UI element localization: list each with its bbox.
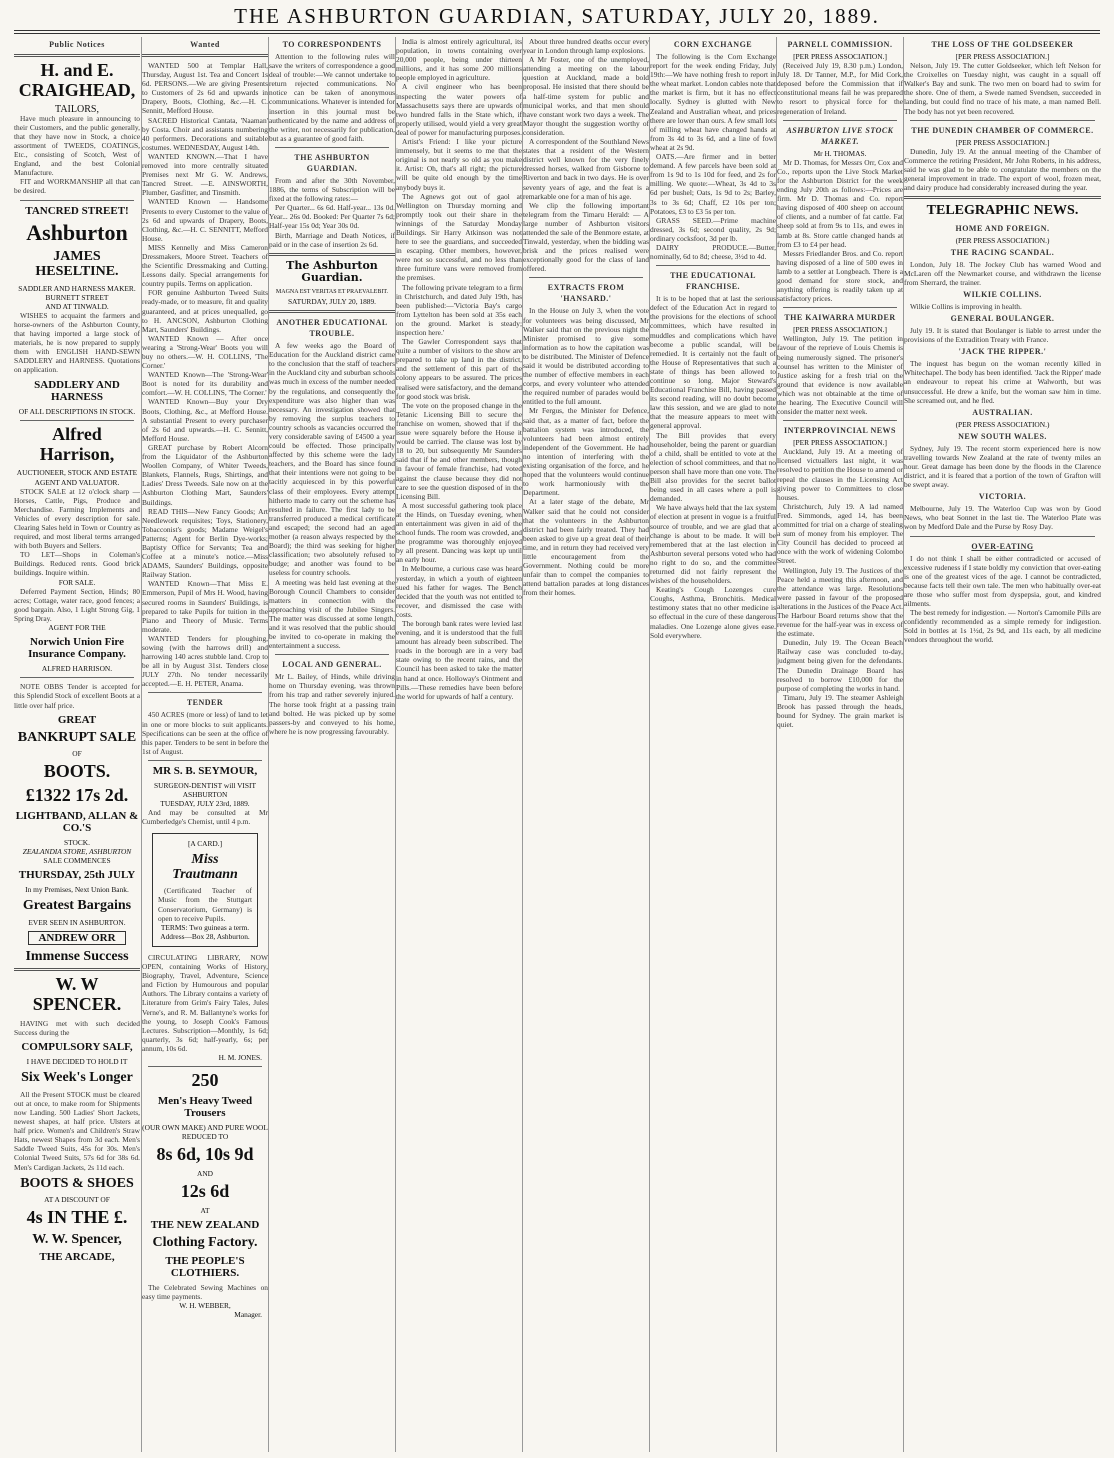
correspondents-rules: Attention to the following rules will save the writers of correspondence a good deal of trouble:—We cannot undertake to return rejected communications. No notice can be taken of anonymous communications. Whatever is intended for insertion in this journal must be authenticated by the name and address of the writer, not necessarily for publication, but as a guarantee of good faith. [269,52,395,143]
ad-dentist: SURGEON-DENTIST will VISIT [154,781,256,791]
ad-norwich-union: Norwich Union Fire Insurance Company. [28,636,126,661]
ad-agent-for: AGENT FOR THE [48,623,106,632]
ad-ever-seen: EVER SEEN IN ASHBURTON. [28,917,126,927]
press-assoc: [PER PRESS ASSOCIATION.] [793,52,887,61]
press-assoc: [PER PRESS ASSOCIATION.] [793,438,887,448]
ad-heseltine-name: JAMES HESELTINE. [35,248,119,280]
news-water-power: A civil engineer who has been inspecting the water powers of Massachusetts says there are upwards of two hundred falls in the State which, if properly utilised, would yield a very great deal of power for manufacturing purposes. [396,82,522,137]
edfranchise-head: THE EDUCATIONAL FRANCHISE. [670,271,756,292]
column-news-1 [395,37,522,1452]
section-header: TO CORRESPONDENTS [282,40,382,49]
ad-harrison-signature: ALFRED HARRISON. [41,664,113,674]
news-timaru: We clip the following important telegram from the Timaru Herald: — A large number of Ashburton visitors attended the sale of the Benmore estate, at Tinwald, yesterday, when the bidding was brisk and the prices realised were exceptionally good for the class of land offered. [523,200,649,274]
editorial-headline: ANOTHER EDUCATIONAL TROUBLE. [276,318,388,339]
ad-tweed-suits: FOR genuine Ashburton Tweed Suits ready-made, or to measure, fit and quality guaranteed, and at prices unequalled, go to H. ANCSON, Ashburton Clothing Mart, Saunders' Buildings. [142,288,268,334]
hansard-1: In the House on July 3, when the vote for volunteers was being discussed, Mr Walker said that on the previous night the Minister promised to give some information as to how the capitation was to be distributed. The Minister of Defence said it would be distributed according to the number of effective members in each corps, and every volunteer who attended the required number of parades would be entitled to the full amount. [523,306,649,407]
divider [910,536,1095,537]
divider [14,54,140,57]
ad-boots-shoes: BOOTS & SHOES [20,1175,134,1191]
ad-250: 250 [191,1070,219,1091]
ad-harrison-forsale: FOR SALE. [58,577,96,587]
ad-trautmann-terms: TERMS: Two guineas a term. [160,922,250,932]
edfranchise-3: We have always held that the lax system of election at present in vogue is a fruitful source of trouble, and we are glad that a change is about to be made. It will be remembered that at the last election in Ashburton several persons voted who had no right to do so, and the committee returned did not fairly represent the wishes of the householders. [650,503,776,586]
notices-rates: Birth, Marriage and Death Notices, if paid or in the case of insertion 2s 6d. [269,230,395,249]
dunedin-chamber-head: THE DUNEDIN CHAMBER OF COMMERCE. [911,125,1094,135]
ad-and: AND [196,1169,213,1179]
ad-harrison-body: STOCK SALE at 12 o'clock sharp — Horses, Cattle, Pigs, Produce and Merchandise. Farming Implements and Vehicles of every description for sale. Clearing Sales held in Town or Country as required, and most liberal terms arranged with both Buyers and Sellers. [14,486,140,551]
ad-immense-success: Immense Success [25,949,129,965]
news-melbourne: In Melbourne, a curious case was heard yesterday, in which a youth of eighteen sued his father for wages. The Bench decided that the youth was not entitled to recover, and dismissed the case with costs. [396,564,522,619]
ad-dentist-body: And may be consulted at Mr Cumberledge's Chemist, until 4 p.m. [142,808,268,827]
ad-heseltine-tinwald: AND AT TINWALD. [45,301,109,311]
kaiwarra-head: THE KAIWARRA MURDER [784,313,896,323]
ad-trautmann-body: (Certificated Teacher of Music from the Stuttgart Conservatorium, Germany) is open to receive Pupils. [158,886,252,923]
issue-date: SATURDAY, JULY 20, 1889. [287,296,377,306]
divider [783,420,897,421]
ad-heseltine-street: BURNETT STREET [45,292,109,302]
ad-peoples: THE PEOPLE'S CLOTHIERS. [165,1254,245,1279]
ad-ainsworth: WANTED KNOWN.—That I have removed into more centrally situated Premises next Mr G. W. Andrews, Tancred Street. —E. AINSWORTH, Plumber, Gasfitter, and Tinsmith. [142,151,268,198]
ad-fancy-goods: READ THIS—New Fancy Goods; Art Needlework requisites; Toys, Stationery, Tobacconist's goods; Madame Weigel's Patterns; Agent for Berlin Dye-works; Baptisty Office for Servants; Tea and Coffee at a minute's notice.—Miss ADAMS, Saunders' Buildings, opposite Railway Station. [142,506,268,580]
ad-four-shillings: 4s IN THE £. [26,1207,128,1228]
ad-craighead-body: Have much pleasure in announcing to their Customers, and the public generally, that they have now in Stock, a choice assortment of TWEEDS, COATINGS, Etc., consisting of Scotch, West of England, and the best Colonial Manufacture. [14,113,140,178]
local-general-body: Mr L. Bailey, of Hinds, while driving home on Thursday evening, was thrown from his trap and rather severely injured. The horse took fright at a passing train and bolted. He was picked up by some passers-by and conveyed to his home, where he is now progressing favourably. [269,672,395,736]
nsw-head: NEW SOUTH WALES. [958,431,1047,441]
news-foster: A Mr Foster, one of the unemployed, attending a meeting on the labour question at Auckland, made a bold proposal. He insisted that there should be a half-time system for public and municipal works, and that men should have constant work two days a week. The Mayor thought the suggestion worthy of consideration. [523,55,649,137]
ad-mefford-house: WANTED Known—Buy your Dry Boots, Clothing, &c., at Mefford House. A substantial Present to every purchaser of 2s 6d and upwards.—H. C. Sennitt, Mefford House. [142,397,268,443]
column-editorial [268,37,395,1452]
ad-harrison-section: Deferred Payment Section, Hinds; 80 acres; Cottage, water race, good fences; a good bargain. Also, 1 Light Strong Gig, 1 Spring Dray. [14,586,140,623]
ad-lightband: LIGHTBAND, ALLAN & CO.'S [15,809,139,834]
divider [904,196,1101,199]
ad-heseltine-trade: SADDLER AND HARNESS MAKER. [18,283,136,293]
collins-body: Wilkie Collins is improving in health. [910,301,1022,311]
ad-zealandia: ZEALANDIA STORE, ASHBURTON [22,847,132,857]
divider [20,420,134,421]
ad-of: OF [72,749,82,759]
ad-saddlery: SADDLERY AND HARNESS [34,378,120,403]
ripper-body: The inquest has begun on the woman recently killed in Whitechapel. The body has been identified. 'Jack the Ripper' made an endeavour to repeat his crime at Walworth, but was unsuccessful. He drew a knife, but the woman saw him in time. She screamed out, and he fled. [904,359,1101,405]
ad-own-make: (OUR OWN MAKE) AND PURE WOOL [142,1123,268,1133]
edfranchise-1: It is to be hoped that at last the serious defect of the Education Act in regard to the provisions for the elections of school committees, which have resulted in muddles and complications which have become a public scandal, will be remedied. It is certainly not the fault of the House of Representatives that such a state of things has been allowed to continue so long. Major Steward's Educational Franchise Bill, having passed its second reading, will no doubt become law this session, and we are glad to note that the measure appears to meet with general approval. [650,294,776,431]
nameplate: The Ashburton Guardian. [286,258,378,284]
hansard-2: Mr Fergus, the Minister for Defence, said that, as a matter of fact, before the battalion system was introduced, the volunteers had been almost entirely independent of the Government. He had no intention of interfering with the existing organisation of the force, and he hoped that the volunteers would continue to work harmoniously with the Department. [523,406,649,498]
livestock-1: Mr D. Thomas, for Messrs Orr, Cox and Co., reports upon the Live Stock Market for the Ashburton District for the week ending July 20th as follows:—Prices are firm. Mr D. Thomas and Co. report having disposed of 400 sheep on account of clients, and a number of fat cattle. Fat sheep sold at from 9s to 11s, and ewes in lamb at 8s. Store cattle changed hands at from £3 to £4 per head. [777,157,903,249]
ad-trautmann-address: Address—Box 28, Ashburton. [160,931,250,941]
ad-dressmakers: MISS Kennelly and Miss Cameron Dressmakers, Moore Street. Teachers of the Scientific Dressmaking and Cutting. Lessons daily. Special arrangements for country pupils. Terms on application. [142,242,268,289]
ad-at: AT [200,1205,210,1215]
subscription-intro: From and after the 30th November, 1886, the terms of Subscription will be fixed at the following rates:— [269,175,395,204]
ad-price-1: 8s 6d, 10s 9d [156,1144,254,1165]
ad-heseltine-body: WISHES to acquaint the farmers and horse-owners of the Ashburton County, that having imported a large stock of materials, he is now prepared to supply them with ENGLISH HAND-SEWN SADDLERY and HARNESS. Quotations on application. [14,310,140,375]
subscription-head: THE ASHBURTON GUARDIAN. [294,152,370,173]
dunedin-chamber-body: Dunedin, July 19. At the annual meeting of the Chamber of Commerce the retiring President, Mr John Roberts, in his address, said he was glad to be able to congratulate the members on the general improvement in trade. The export of wool, frozen meat, and dairy produce had considerably increased during the year. [904,146,1101,193]
ad-seymour: MR S. B. SEYMOUR, [152,764,258,777]
ad-cantata: SACRED Historical Cantata, 'Naaman' by Costa. Choir and assistants numbering 40 performers. Decorations and suitable costumes. WEDNESDAY, August 14th. [142,115,268,152]
ad-spencer-sign: W. W. Spencer, [32,1231,122,1247]
press-assoc: [PER PRESS ASSOCIATION.] [793,325,887,335]
divider [20,677,134,678]
goldseeker-body: Nelson, July 19. The cutter Goldseeker, which left Nelson for the Croixelles on Tuesday night, was caught in a squall off Walker's Bay and sunk. The two men on board had to swim for the shore. One of them, a Swede named Svendsen, succeeded in landing, but could find no trace of his mate, a man named Bell. The body has not yet been recovered. [904,61,1101,116]
ad-sewing: The Celebrated Sewing Machines on easy time payments. [142,1282,268,1301]
column-corn-exchange [649,37,776,1452]
livestock-by: Mr H. THOMAS. [813,148,867,158]
divider [910,120,1095,121]
press-assoc: [PER PRESS ASSOCIATION.] [955,52,1050,61]
ad-nz: THE NEW ZEALAND [150,1219,260,1232]
ad-greatest-bargains: Greatest Bargains [22,898,132,914]
ad-arcade: THE ARCADE, [39,1251,115,1264]
ad-premises: In my Premises, Next Union Bank. [25,885,129,895]
divider [529,277,643,278]
ad-strong-wear-1: WANTED Known — After once wearing a 'Strong-Wear' Boots you will buy no others.—W. H. COLLINS, 'The Corner.' [142,333,268,371]
news-southland: A correspondent of the Southland News states that a resident of the Western district well known for the very finely dressed horses, walked from Gisborne to Riverton and back in two days. He is over seventy years of age, and the feat is a remarkable one for a man of his age. [523,137,649,201]
livestock-2: Messrs Friedlander Bros. and Co. report having disposed of a line of 500 ewes in lamb to a settler at Longbeach. There is a good demand for store stock, and anything offering is readily taken up at satisfactory prices. [777,248,903,304]
ad-sale-date: THURSDAY, 25th JULY [18,869,136,882]
ad-ashburton: Ashburton [26,219,128,245]
divider [783,120,897,121]
ad-reduced: REDUCED TO [181,1132,229,1142]
ad-spencer-name: W. W SPENCER. [32,974,122,1015]
ad-acres: 450 ACRES (more or less) of land to let in one or more blocks to suit applicants. Specifications can be seen at the office of this paper. Tenders to be sent in before the 1st of August. [142,710,268,756]
inter-auckland: Auckland, July 19. At a meeting of licensed victuallers last night, it was resolved to petition the House to amend or repeal the clauses in the Licensing Act giving power to Committees to close houses. [777,447,903,502]
nsw-body: Sydney, July 19. The recent storm experienced here is now travelling towards New Zealand at the rate of twenty miles an hour. Great damage has been done by the floods in the Clarence district, and it is feared that a portion of the town of Grafton will be swept away. [904,443,1101,490]
corn-grass-seed: GRASS SEED.—Prime machine dressed, 3s 6d; second quality, 2s 9d; ordinary cocksfoot, 3d per lb. [650,215,776,243]
ad-strong-wear-2: WANTED Known—The 'Strong-Wear' Boot is noted for its durability and comfort.—W. H. COLLINS, 'The Corner.' [142,370,268,398]
goldseeker-head: THE LOSS OF THE GOLDSEEKER [931,40,1074,49]
column-telegraphic [903,37,1101,1452]
ad-discount: AT A DISCOUNT OF [44,1195,110,1205]
ad-manager: Manager. [234,1309,262,1319]
ad-tenders: WANTED Tenders for ploughing, sowing (with the harrows drill) and harrowing 140 acres stubble land. Crop to be all in by August 31st. Tenders close JULY 27th. No tender necessarily accepted.—E. H. PETER, Anama. [142,633,268,689]
news-agnews: The Agnews got out of gaol at Wellington on Thursday morning and promptly took out their share in the winnings of the Saturday Monday Buildings. Sir Harry Atkinson was not here to see the guardians, and succeeded in escaping. Other members, however, were not so successful, and no less than three furniture vans were removed from the premises. [396,191,522,283]
subscription-rates: Per Quarter... 6s 6d. Half-year... 13s 0d. Year... 26s 0d. Booked: Per Quarter 7s 6d; Half-year 15s 0d; Year 30s 0d. [269,203,395,231]
ad-trautmann-box [152,833,258,947]
victoria-head: VICTORIA. [978,492,1027,502]
ad-harrison-trade: AUCTIONEER, STOCK AND ESTATE AGENT AND VALUATOR. [16,468,138,487]
ripper-head: 'JACK THE RIPPER.' [958,347,1047,357]
ad-tender-head: TENDER [186,698,224,708]
norton-ad: The best remedy for indigestion. — Norton's Camomile Pills are confidently recommended as a simple remedy for indigestion. Sold in bottles at 1s 1½d, 2s 9d, and 11s each, by all medicine vendors throughout the world. [904,608,1101,645]
overeating-body: I do not think I shall be either contradicted or accused of excessive rudeness if I state boldly my conviction that over-eating is one of the greatest vices of the age. I cannot be contradicted, because facts tell their own tale. The men who habitually over-eat are those who suffer most from dyspepsia, gout, and kindred ailments. [904,553,1101,609]
ad-spencer-body: All the Present STOCK must be cleared out at once, to make room for Shipments now Landing. 500 Ladies' Short Jackets, newest shapes, at half price. Ulsters at half price. Women's and Children's Straw Hats, newest Shapes from 3d each. Men's Saddle Tweed Suits, 45s for 30s. Men's Colonial Tweed Suits, 57s 6d for 38s 6d. Men's Cardigan Jackets, 2s 11d each. [14,1089,140,1172]
corn-oats: OATS.—Are firmer and in better demand. A few parcels have been sold at from 1s 9d to 1s 10d for feed, and 2s for milling. We quote:—Wheat, 3s 4d to 3s 6d per bushel; Oats, 1s 9d to 2s; Barley, 3s to 3s 6d; Chaff, £2 10s per ton; Potatoes, £3 to £3 5s per ton. [650,152,776,216]
ad-library-sign: H. M. JONES. [218,1052,262,1062]
press-assoc: (PER PRESS ASSOCIATION.) [955,419,1050,429]
news-telegram: The following private telegram to a firm in Christchurch, and dated July 19th, has been published:—'Victoria Bay's cargo from Lyttelton has been sold at 35s each on the ground. Market is steady; inspection here.' [396,282,522,337]
motto: MAGNA EST VERITAS ET PRAEVALEBIT. [275,288,389,295]
divider [275,147,389,148]
divider [269,253,395,256]
column-news-2 [522,37,649,1452]
divider [14,968,140,971]
jubilee-meeting: A meeting was held last evening at the Borough Council Chambers to consider matters in connection with the approaching visit of the Jubilee Singers. The matter was discussed at some length, and it was resolved that the public should be invited to co-operate in making the entertainment a success. [269,577,395,651]
ad-six-weeks: Six Week's Longer [21,1070,133,1086]
ad-card: [A CARD.] [187,838,223,848]
racing-head: THE RACING SCANDAL. [950,247,1055,257]
column-advertisements [14,37,140,1452]
keatings: Keating's Cough Lozenges cure Coughs, Asthma, Bronchitis. Medical testimony states that no other medicine is so effectual in the cure of these dangerous maladies. One Lozenge alone gives ease. Sold everywhere. [650,585,776,640]
ad-alcorn: GREAT purchase by Robert Alcorn from the Liquidator of the Ashburton Woollen Company, of Whiter Tweeds, Blankets, Flannels, Rugs, Shirtings, and Ladies' Dress Tweeds. Sale now on at the Ashburton Clothing Mart, Saunders' Buildings. [142,442,268,507]
ad-sale-commences: SALE COMMENCES [43,856,111,866]
news-borough: The borough bank rates were levied last evening, and it is understood that the full amount has already been subscribed. The roads in the borough are in a very bad state owing to the recent rains, and the Council has been asked to take the matter in hand at once. Holloway's Ointment and Pills.—These remedies have been before the world for upwards of half a century. [396,619,522,701]
parnell-head: PARNELL COMMISSION. [787,40,893,49]
ad-orr-note: NOTE OBBS Tender is accepted for this Splendid Stock of excellent Boots at a little over half price. [14,682,140,710]
ad-presents: WANTED Known — Handsome Presents to every Customer to the value of 2s 6d and upwards of Drapery, Boots, Clothing, &c.—H. C. SENNITT, Mefford House. [142,197,268,243]
telegraphic-news-head: TELEGRAPHIC NEWS. [926,203,1079,219]
news-india: India is almost entirely agricultural, its population, in towns containing over 20,000 people, being under thirteen millions, and it has some 200 millions people employed in agriculture. [396,37,522,83]
news-hinds: A most successful gathering took place at the Hinds, on Tuesday evening, when an entertainment was given in aid of the school funds. The room was crowded, and the programme was thoroughly enjoyed by all present. Dancing was kept up until an early hour. [396,500,522,565]
ad-craighead-fit: FIT and WORKMANSHIP all that can be desired. [14,177,140,196]
column-wanted [141,37,268,1452]
ad-price-2: 12s 6d [180,1181,230,1202]
ad-great: GREAT [57,713,97,726]
ad-trautmann-name: Miss Trautmann [172,851,238,882]
column-telegrams [776,37,903,1452]
masthead-rule-2 [14,33,1100,34]
inter-wellington: Wellington, July 19. The Justices of the Peace held a meeting this afternoon, and the attendance was large. Resolutions were passed in favour of the proposed alterations in the Justices of the Peace Act. The Harbour Board returns show that the revenue for the half-year was in excess of the estimate. [777,565,903,639]
ad-bankrupt-sale: BANKRUPT SALE [17,729,137,745]
corn-dairy: DAIRY PRODUCE.—Butter, nominally, 6d to 8d; cheese, 3½d to 4d. [650,242,776,262]
corn-exchange-head: CORN EXCHANGE [673,40,753,49]
ad-library: CIRCULATING LIBRARY, NOW OPEN, containing Works of History, Biography, Travel, Adventure, Science and Fiction by Humourous and popular Authors. The Library contains a variety of Literature from Grim's Fairy Tales, Jules Verne's, and R. M. Ballantyne's works for the young, to Joseph Cook's Famous Lectures. Subscription—Monthly, 1s 6d; quarterly, 3s 6d; half-yearly, 6s; per annum, 10s 6d. [142,952,268,1053]
news-gawler: The Gawler Correspondent says that quite a number of visitors to the show are prepared to take up land in the district, and the settlement of this part of the colony appears to be assured. The prices realised were satisfactory, and the demand for good stock was brisk. [396,337,522,401]
ad-webber: W. H. WEBBER, [179,1300,231,1310]
news-artist: Artist's Friend: I like your picture immensely, but it seems to me that the original is not nearly so old as you make it. Artist: Oh, that's all right; the picture will be quite old enough by the time anybody buys it. [396,137,522,192]
press-assoc: [PER PRESS ASSOCIATION.] [955,137,1050,147]
corn-report: The following is the Corn Exchange report for the week ending Friday, July 19th:—We have nothing fresh to report in the wheat market. London cables note that the market is firm, but it has no effect locally. Sydney is glutted with New Zealand and Australian wheat, and prices there are lower than ours. A few small lots of milling wheat have changed hands at from 3s 4d to 3s 6d, and a line of fowl wheat at 2s 9d. [650,52,776,152]
masthead: THE ASHBURTON GUARDIAN, SATURDAY, JULY 20, 1889. [234,4,880,28]
victoria-body: Melbourne, July 19. The Waterloo Cup was won by Good News, who beat Sonnet in the last tie. The Waterloo Plate was won by Medford Dale and the Purse by Rosy Day. [904,504,1101,532]
ad-wanted-templar: WANTED 500 at Templar Hall, Thursday, August 1st. Tea and Concert 1s 6d. PERSONS.—We are giving Presents to Customers of 2s 6d and upwards in Drapery, Boots, Clothing, &c.—H. C. Sennitt, Mefford House. [142,61,268,116]
ad-boots: BOOTS. [43,761,111,782]
divider [20,200,134,201]
ad-saddlery-stock: OF ALL DESCRIPTIONS IN STOCK. [18,406,136,416]
divider [275,654,389,655]
ad-dentist-date: TUESDAY, JULY 23rd, 1889. [160,799,250,809]
ad-compulsory-sale: COMPULSORY SALF, [21,1041,133,1054]
news-lamp: About three hundred deaths occur every year in London through lamp explosions. [523,37,649,56]
divider [142,54,268,57]
news-franchise-vote: The vote on the proposed change in the Tetanic Licensing Bill to secure the franchise on women, showed that if the issue were squarely before the House it would be carried. The clause was lost by 18 to 20, but subsequently Mr Saunders said that if he and other members, though in favour of female franchise, had voted against the clause because they did not care to see the question disposed of in the Licensing Bill. [396,400,522,501]
ad-amount: £1322 17s 2d. [25,785,129,806]
hansard-head: EXTRACTS FROM 'HANSARD.' [547,283,625,304]
australian-head: AUSTRALIAN. [972,407,1033,417]
overeating-head: OVER-EATING [971,541,1034,551]
ad-harrison-name: Alfred Harrison, [39,423,115,464]
livestock-head: ASHBURTON LIVE STOCK MARKET. [786,125,894,146]
inter-dunedin: Dunedin, July 19. The Ocean Beach Railway case was concluded to-day, judgment being given for the defendants. The Dunedin Drainage Board has resolved to borrow £10,000 for the purpose of completing the works in hand. [777,638,903,693]
divider [148,1066,262,1067]
ad-emmerson: WANTED Known—That Miss E. Emmerson, Pupil of Mrs H. Wood, having secured rooms in Saunders' Buildings, is prepared to take Pupils for tuition in the Piano and Theory of Music. Terms moderate. [142,579,268,634]
ad-craighead-name: H. and E. CRAIGHEAD, [18,60,136,100]
divider [148,692,262,693]
boulanger-head: GENERAL BOULANGER. [950,314,1055,324]
ad-decided: I HAVE DECIDED TO HOLD IT [26,1057,128,1067]
ad-spencer-intro: HAVING met with such decided Success during the [14,1019,140,1038]
divider [148,760,262,761]
inter-christchurch: Christchurch, July 19. A lad named Fred. Simmonds, aged 14, has been committed for trial on a charge of stealing a sum of money from his employer. The City Council has decided to proceed at once with the work of widening Colombo Street. [777,501,903,566]
divider [783,307,897,308]
ad-factory: Clothing Factory. [152,1235,258,1251]
masthead-rule [14,30,1100,31]
ad-stock: STOCK. [64,838,90,848]
divider [269,310,395,313]
section-header: Wanted [190,40,220,49]
section-header: Public Notices [49,40,105,49]
press-assoc: (PER PRESS ASSOCIATION.) [955,235,1050,245]
kaiwarra-body: Wellington, July 19. The petition in favour of the reprieve of Louis Chemis is being numerously signed. The prisoner's counsel has written to the Minister of Justice asking for a fresh trial on the ground that evidence is now available which was not obtainable at the time of the hearing. The Executive Council will consider the matter next week. [777,334,903,417]
ad-andrew-orr: ANDREW ORR [28,931,126,945]
racing-body: London, July 18. The Jockey Club has warned Wood and McLaren off the Newmarket course, and withdrawn the license from Sherrard, the trainer. [904,259,1101,287]
ad-tancred-street: TANCRED STREET! [25,204,129,217]
ad-harrison-tolet: TO LET—Shops in Coleman's Buildings. Reduced rents. Good brick buildings. Inquire within. [14,550,140,578]
ad-trousers: Men's Heavy Tweed Trousers [157,1094,253,1119]
ad-dentist-town: ASHBURTON [182,790,228,800]
interprovincial-head: INTERPROVINCIAL NEWS [783,426,897,436]
home-foreign-head: HOME AND FOREIGN. [955,223,1050,233]
boulanger-body: July 19. It is stated that Boulanger is liable to arrest under the provisions of the Extradition Treaty with France. [904,326,1101,345]
collins-head: WILKIE COLLINS. [963,289,1042,299]
edfranchise-2: The Bill provides that every householder, being the parent or guardian of a child, shall be entitled to vote at the election of school committees, and that no person shall have more than one vote. The Bill also provides for the secret ballot being used in all cases where a poll is demanded. [650,430,776,504]
divider [656,265,770,266]
hansard-3: At a later stage of the debate, Mr Walker said that he could not consider that the volunteers in the Ashburton district had been fairly treated. They had been asked to give up a great deal of their time, and in return they had received very little encouragement from the Government. Nothing could be more unfair than to compel the companies to attend battalion parades at long distances from their homes. [523,497,649,598]
parnell-body: (Received July 19, 8.30 p.m.) London, July 18. Dr Tanner, M.P., for Mid Cork, deposed before the Commission that if constitutional means fail he was prepared to resort to physical force for the regeneration of Ireland. [777,61,903,116]
inter-timaru: Timaru, July 19. The steamer Ashleigh Brook has passed through the heads, bound for Sydney. The grain market is quiet. [777,692,903,730]
ad-craighead-trade: TAILORS, [55,103,99,115]
editorial-body: A few weeks ago the Board of Education for the Auckland district came to the conclusion that the staff of teachers in the Auckland city and suburban schools was much in excess of the number needed by the regulations, and consequently the expenditure was also higher than was necessary. An investigation showed that by removing the surplus teachers to country schools as vacancies occurred the very considerable saving of £4500 a year could be effected. Those principally affected by this scheme were the lady teachers, and the Board has since found that their intentions were not going to be tacitly acquiesced in by this powerful class of their employees. Every attempt hitherto made to carry out the scheme has resulted in failure. The first lady to be transferred produced a medical certificate and escaped; the second had an aged mother (a reason always respected by the Board); the third was seeking for higher classification; two absolutely refused to budge; and another was found to be useless for country schools. [269,341,395,578]
local-general-head: LOCAL AND GENERAL. [282,660,382,670]
